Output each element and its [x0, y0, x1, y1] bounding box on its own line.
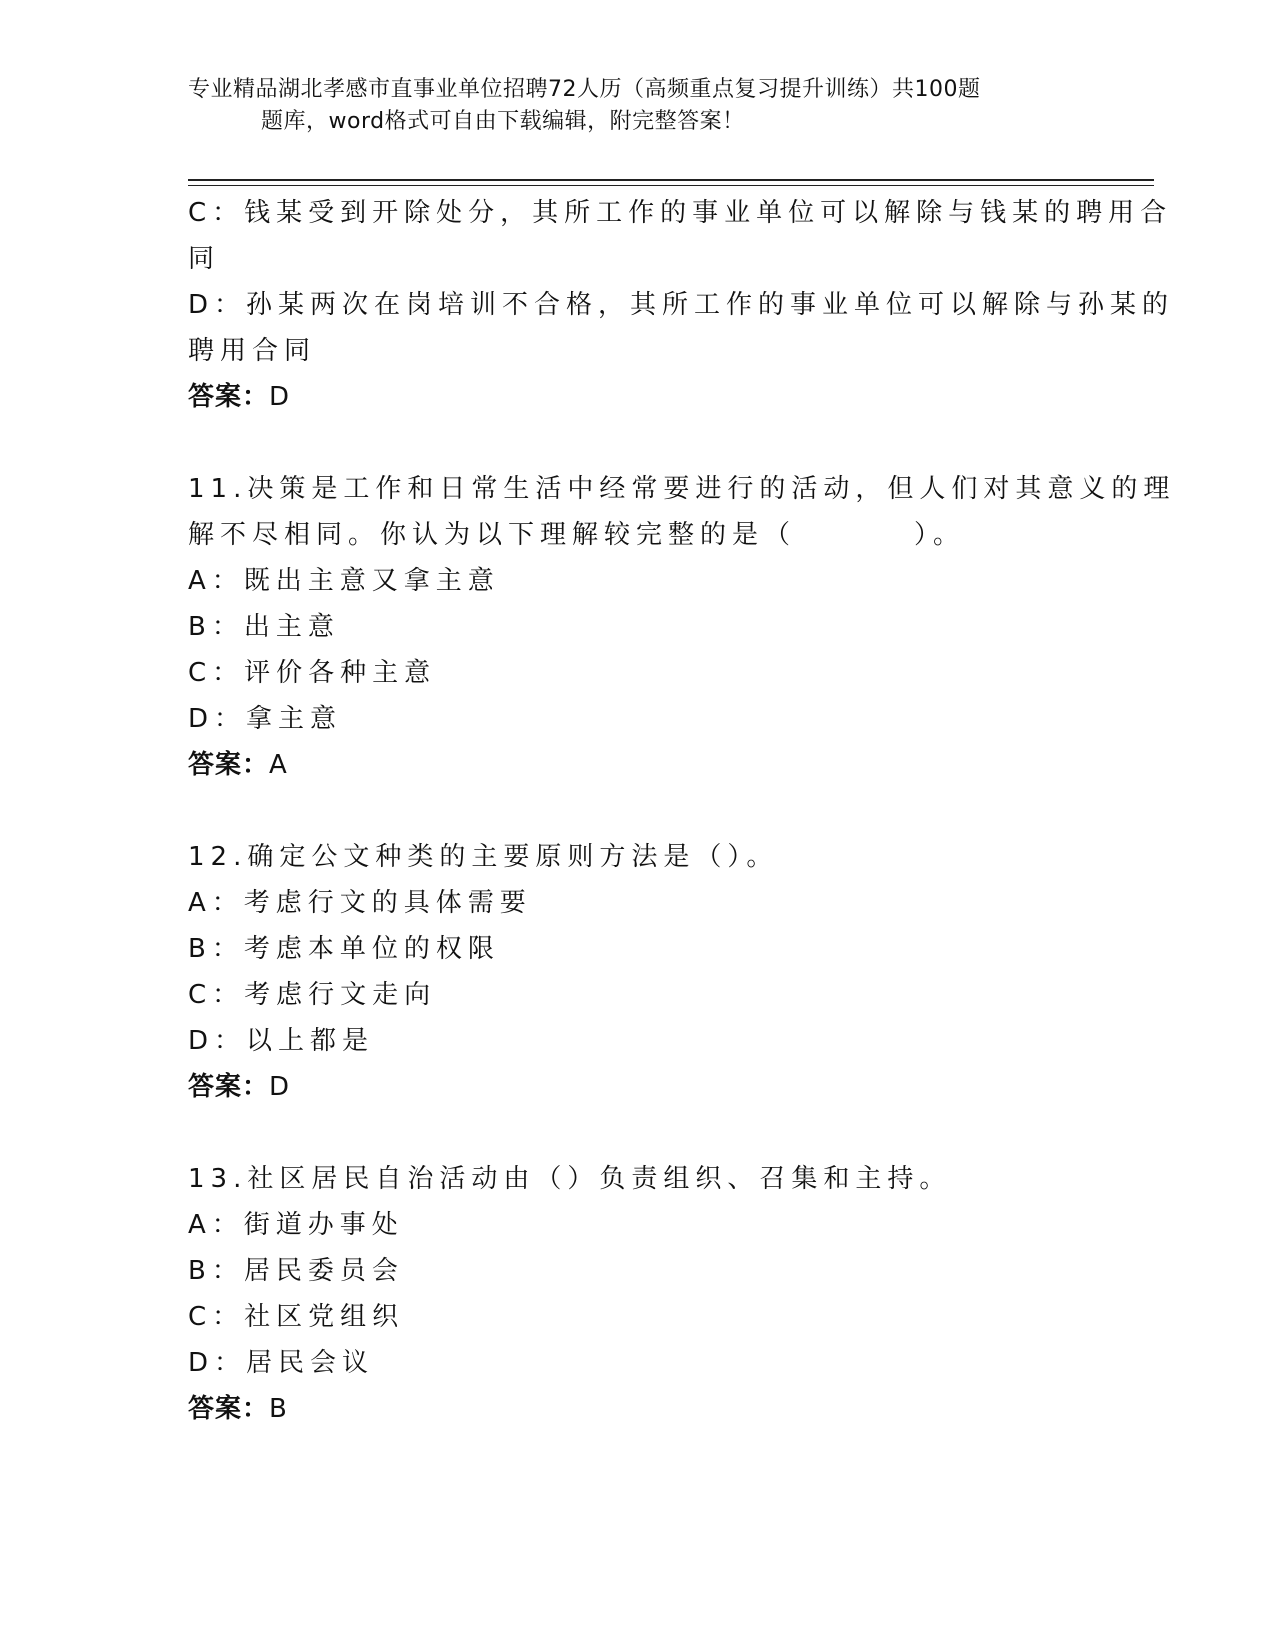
question-stem: 12.确定公文种类的主要原则方法是（）。 [188, 842, 779, 872]
header-title-line2: 题库，word格式可自由下载编辑，附完整答案！ [261, 109, 745, 134]
option-d-continued: 聘用合同 [188, 336, 317, 366]
document-body [188, 190, 1176, 1432]
question-13 [188, 1156, 1078, 1432]
option-c: C：考虑行文走向 [188, 980, 437, 1010]
option-d: D：居民会议 [188, 1348, 375, 1378]
header-title-line1: 专业精品湖北孝感市直事业单位招聘72人历（高频重点复习提升训练）共100题 [188, 77, 981, 102]
question-stem: 13.社区居民自治活动由（）负责组织、召集和主持。 [188, 1164, 952, 1194]
option-c: C：评价各种主意 [188, 658, 437, 688]
answer-value: A [269, 750, 288, 780]
answer-line [188, 1386, 1078, 1432]
option-c: C：社区党组织 [188, 1302, 405, 1332]
option-a: A：考虑行文的具体需要 [188, 888, 532, 918]
answer-label: 答案： [188, 750, 270, 780]
answer-value: D [269, 382, 291, 412]
option-c-continued: 同 [188, 244, 221, 274]
answer-value: B [269, 1394, 288, 1424]
option-d: D：以上都是 [188, 1026, 375, 1056]
option-d: D：孙某两次在岗培训不合格，其所工作的事业单位可以解除与孙某的 [188, 290, 1175, 320]
option-a: A：街道办事处 [188, 1210, 404, 1240]
question-11 [188, 466, 1176, 788]
option-c: C：钱某受到开除处分，其所工作的事业单位可以解除与钱某的聘用合 [188, 198, 1173, 228]
question-stem: 11.决策是工作和日常生活中经常要进行的活动，但人们对其意义的理 [188, 474, 1176, 504]
question-10-tail [188, 190, 1175, 420]
option-d: D：拿主意 [188, 704, 343, 734]
answer-label: 答案： [188, 1394, 270, 1424]
question-stem-continued: 解不尽相同。你认为以下理解较完整的是（ ）。 [188, 520, 966, 550]
answer-label: 答案： [188, 1072, 270, 1102]
answer-line [188, 742, 1078, 788]
option-a: A：既出主意又拿主意 [188, 566, 500, 596]
option-b: B：考虑本单位的权限 [188, 934, 500, 964]
question-12 [188, 834, 1078, 1110]
answer-line [188, 1064, 1078, 1110]
page-header [188, 74, 1088, 138]
header-rule-thin [188, 185, 1154, 186]
option-b: B：居民委员会 [188, 1256, 404, 1286]
answer-value: D [269, 1072, 291, 1102]
answer-line [188, 374, 1078, 420]
option-b: B：出主意 [188, 612, 340, 642]
header-rule-thick [188, 179, 1154, 181]
answer-label: 答案： [188, 382, 270, 412]
